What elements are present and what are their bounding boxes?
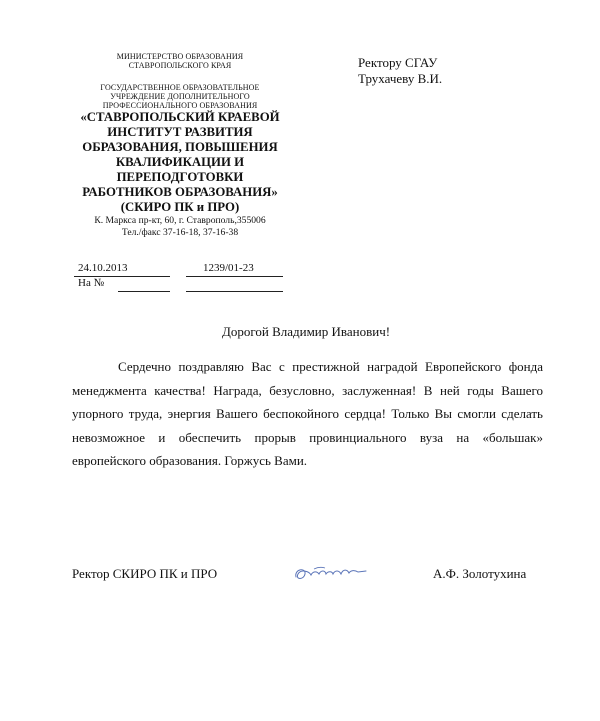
org-phone: Тел./факс 37-16-18, 37-16-38 <box>121 227 239 238</box>
body-paragraph: Сердечно поздравляю Вас с престижной наградой Европейского фонда менеджмента качества! Награда, безусловно, заслуженная! В ней годы Вашего упорного труда, энергия Вашего беспокойного сердца! Только Вы смогли сделать невозможное и обеспечить прорыв провинциального вуза на «большак» европейского образования. Горжусь Вами. <box>72 359 543 468</box>
reference-label: На № <box>78 277 105 289</box>
org-abbreviation: (СКИРО ПК и ПРО) <box>120 200 240 214</box>
greeting: Дорогой Владимир Иванович! <box>222 324 391 339</box>
addressee <box>358 55 442 87</box>
signatory-position: Ректор СКИРО ПК и ПРО <box>72 566 218 581</box>
letter-body <box>72 355 543 473</box>
registration-date: 24.10.2013 <box>78 262 128 274</box>
org-address: К. Маркса пр-кт, 60, г. Ставрополь,355006 <box>94 215 266 226</box>
addressee-line-1: Ректору СГАУ <box>358 55 438 70</box>
letterhead <box>62 52 298 239</box>
signatory-name: А.Ф. Золотухина <box>433 566 527 581</box>
org-name-line-2: ИНСТИТУТ РАЗВИТИЯ <box>107 125 253 139</box>
org-name-line-6: РАБОТНИКОВ ОБРАЗОВАНИЯ» <box>82 185 278 199</box>
org-name-line-5: ПЕРЕПОДГОТОВКИ <box>116 170 244 184</box>
reference-underline-2 <box>186 291 283 292</box>
ministry-line-2: СТАВРОПОЛЬСКОГО КРАЯ <box>128 61 232 70</box>
org-name-line-3: ОБРАЗОВАНИЯ, ПОВЫШЕНИЯ <box>82 140 278 154</box>
reference-underline-1 <box>118 291 170 292</box>
addressee-line-2: Трухачеву В.И. <box>358 71 443 86</box>
org-name-line-1: «СТАВРОПОЛЬСКИЙ КРАЕВОЙ <box>80 110 280 124</box>
org-type-line-2: УЧРЕЖДЕНИЕ ДОПОЛНИТЕЛЬНОГО <box>110 92 250 101</box>
registration-number-underline <box>186 276 283 277</box>
org-type-line-3: ПРОФЕССИОНАЛЬНОГО ОБРАЗОВАНИЯ <box>102 101 258 110</box>
org-type-line-1: ГОСУДАРСТВЕННОЕ ОБРАЗОВАТЕЛЬНОЕ <box>100 83 260 92</box>
registration-number: 1239/01-23 <box>203 262 254 274</box>
handwritten-signature <box>292 562 372 584</box>
org-name-line-4: КВАЛИФИКАЦИИ И <box>115 155 245 169</box>
ministry-line-1: МИНИСТЕРСТВО ОБРАЗОВАНИЯ <box>116 52 244 61</box>
